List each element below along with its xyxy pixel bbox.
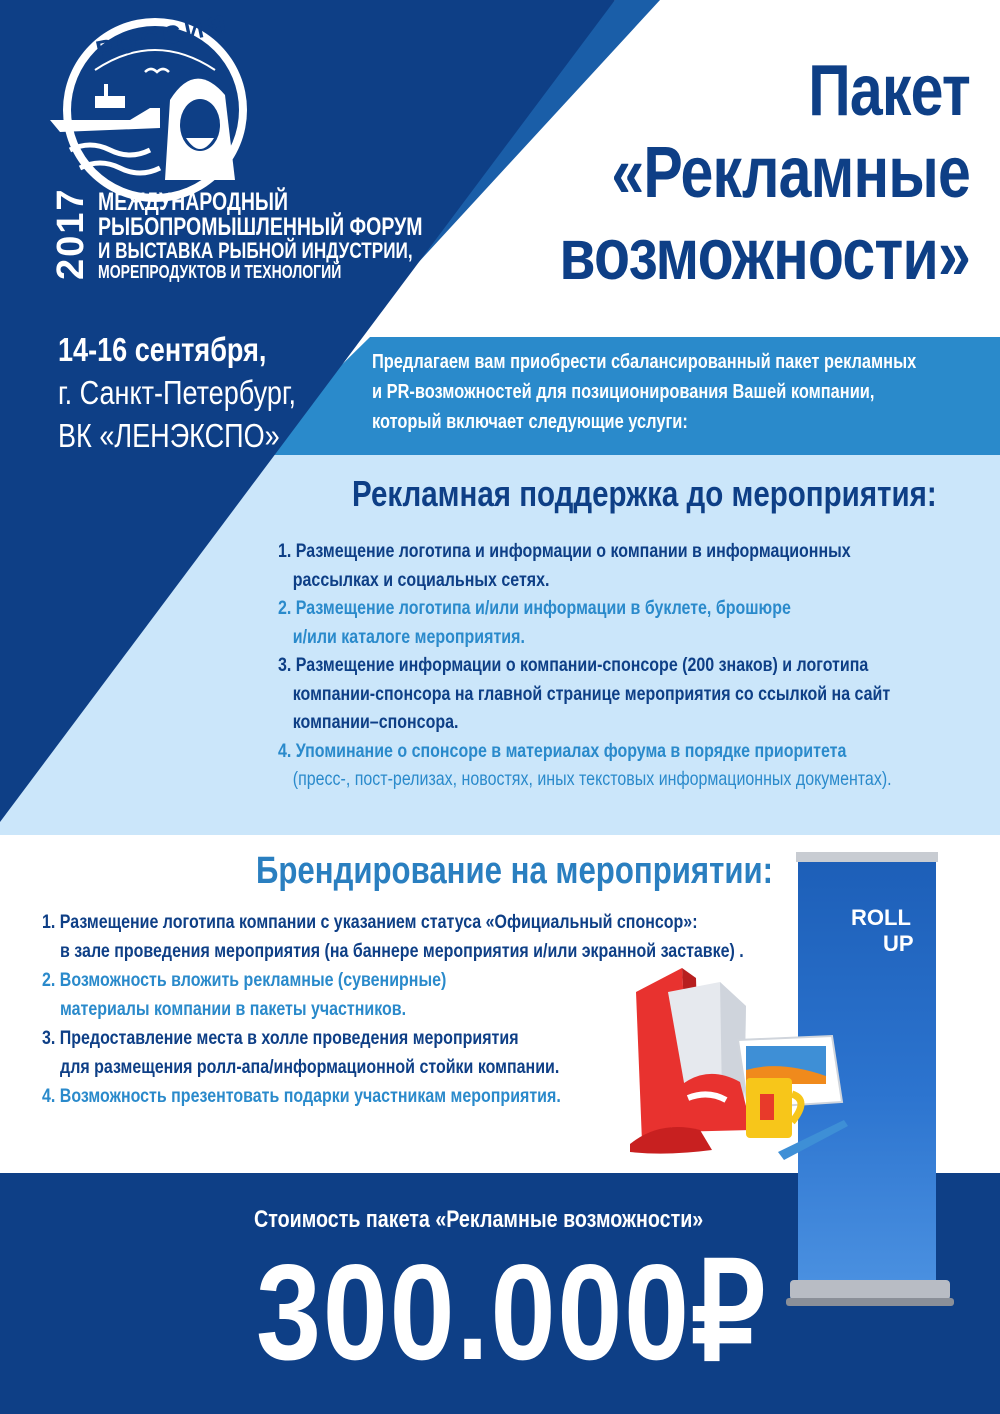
organizer-line-2: РЫБОПРОМЫШЛЕННЫЙ ФОРУМ: [98, 213, 423, 241]
rollup-line-2: UP: [883, 931, 914, 956]
organizer-line-1: МЕЖДУНАРОДНЫЙ: [98, 188, 289, 216]
list-item-line: 2. Возможность вложить рекламные (сувенирные): [42, 969, 447, 991]
list-item-line: 3. Предоставление места в холле проведения мероприятия: [42, 1027, 519, 1049]
intro-line-3: который включает следующие услуги:: [372, 411, 688, 433]
list-item-line: 4. Упоминание о спонсоре в материалах форума в порядке приоритета: [278, 739, 847, 762]
organizer-block: [98, 190, 422, 282]
organizer-line-4: МОРЕПРОДУКТОВ И ТЕХНОЛОГИЙ: [98, 262, 342, 282]
intro-line-2: и PR-возможностей для позиционирования Вашей компании,: [372, 381, 875, 403]
list-item-line: компании–спонсора.: [292, 711, 459, 733]
title-line-2: «Рекламные: [611, 133, 970, 213]
price-value: 300.000₽: [256, 1236, 767, 1388]
list-item-line: материалы компании в пакеты участников.: [60, 998, 407, 1020]
list-item-line: в зале проведения мероприятия (на баннере мероприятия и/или экранной заставке) .: [60, 940, 744, 962]
page-title: [478, 50, 970, 296]
event-dates: 14-16 сентября,: [58, 331, 267, 368]
title-line-1: Пакет: [808, 51, 970, 131]
list-item-line: 1. Размещение логотипа и информации о компании в информационных: [278, 540, 851, 562]
organizer-line-3: И ВЫСТАВКА РЫБНОЙ ИНДУСТРИИ,: [98, 238, 413, 263]
list-item: [42, 1024, 744, 1082]
list-item: [278, 594, 892, 651]
title-line-3: возможности»: [559, 215, 970, 295]
rollup-line-1: ROLL: [851, 905, 911, 930]
list-item-line: компании-спонсора на главной странице мероприятия со ссылкой на сайт: [292, 682, 891, 705]
section-1-title: Рекламная поддержка до мероприятия:: [352, 473, 937, 514]
price-label: Стоимость пакета «Рекламные возможности»: [254, 1206, 704, 1233]
event-venue: ВК «ЛЕНЭКСПО»: [58, 417, 280, 454]
list-item-line: для размещения ролл-апа/информационной стойки компании.: [60, 1056, 560, 1078]
event-info: [58, 328, 296, 457]
list-item: [278, 737, 892, 794]
list-item-line: 1. Размещение логотипа компании с указанием статуса «Официальный спонсор»:: [42, 911, 698, 933]
list-item: [42, 1082, 744, 1111]
section-2-list: [42, 908, 744, 1111]
event-city: г. Санкт-Петербург,: [58, 374, 297, 411]
list-item-line: 2. Размещение логотипа и/или информации в буклете, брошюре: [278, 597, 791, 619]
list-item: [42, 966, 744, 1024]
list-item-line: и/или каталоге мероприятия.: [292, 625, 525, 648]
list-item-line: 4. Возможность презентовать подарки участникам мероприятия.: [42, 1085, 561, 1107]
list-item: [278, 537, 892, 594]
list-item-line: 3. Размещение информации о компании-спонсоре (200 знаков) и логотипа: [278, 654, 869, 676]
section-1-list: [278, 537, 892, 794]
event-year: 2017: [50, 187, 92, 280]
list-item-line: (пресс-, пост-релизах, новостях, иных текстовых информационных документах).: [292, 768, 892, 790]
list-item: [278, 651, 892, 737]
rollup-label: [851, 905, 914, 957]
section-2-title: Брендирование на мероприятии:: [256, 850, 774, 892]
intro-line-1: Предлагаем вам приобрести сбалансированный пакет рекламных: [372, 351, 917, 373]
logo-country: РОССИЯ: [93, 7, 233, 66]
intro-text: [372, 347, 946, 437]
list-item: [42, 908, 744, 966]
list-item-line: рассылках и социальных сетях.: [292, 568, 550, 591]
